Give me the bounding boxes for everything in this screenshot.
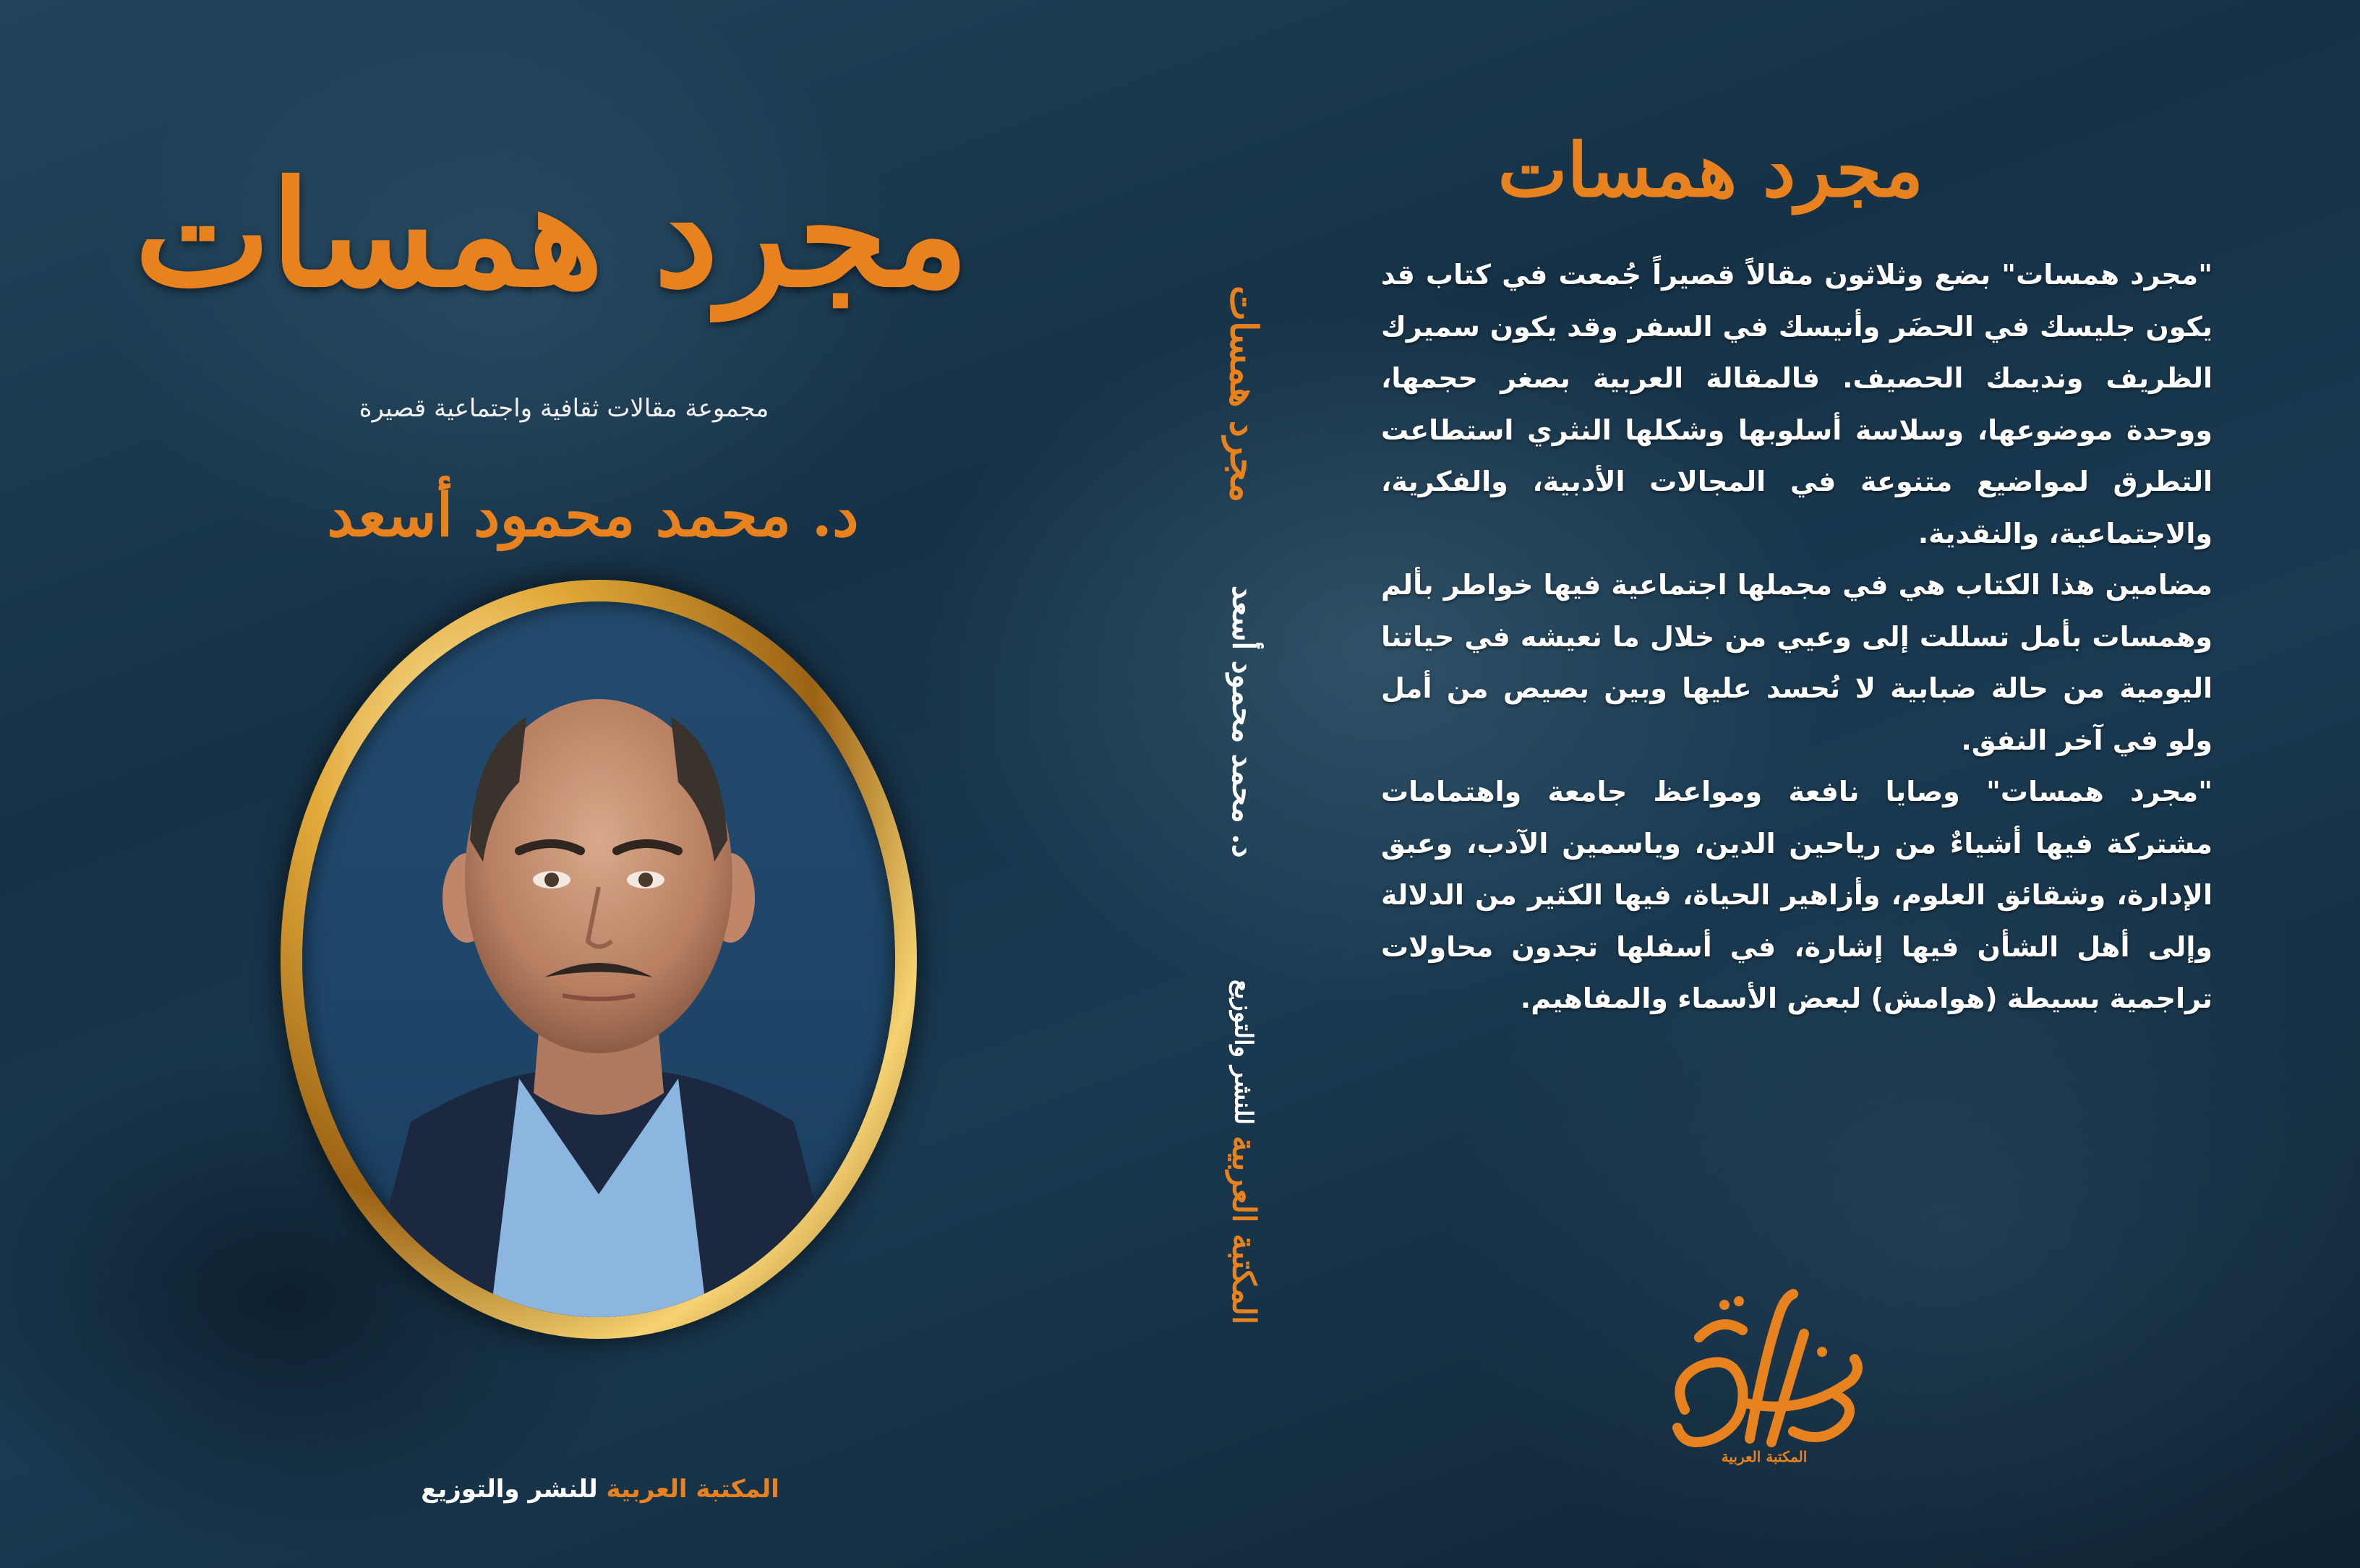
back-blurb <box>1381 249 2212 1025</box>
blurb-paragraph-2: مضامين هذا الكتاب هي في مجملها اجتماعية فيها خواطر بألم وهمسات بأمل تسللت إلى وعيي من خلال ما نعيشه في حياتنا اليومية من حالة ضبابية لا نُحسد عليها وبين بصيص من أمل ولو في آخر النفق. <box>1381 569 2212 756</box>
spine-publisher-name: المكتبة العربية <box>1225 1136 1262 1325</box>
publisher-calligraphy-logo-icon <box>1656 1272 1873 1468</box>
author-portrait-icon <box>302 601 895 1317</box>
cover-title: مجرد همسات <box>134 150 969 320</box>
gold-oval-frame <box>281 580 917 1339</box>
spine-publisher <box>1226 980 1262 1324</box>
back-cover <box>1309 0 2360 1568</box>
blurb-paragraph-1: "مجرد همسات" بضع وثلاثون مقالاً قصيراً جُمعت في كتاب قد يكون جليسك في الحضَر وأنيسك في السفر وقد يكون سميرك الظريف ونديمك الحصيف. فالمقالة العربية بصغر حجمها، ووحدة موضوعها، وسلاسة أسلوبها وشكلها النثري استطاعت التطرق لمواضيع متنوعة في المجالات الأدبية، والفكرية، والاجتماعية، والنقدية. <box>1381 259 2212 549</box>
front-cover <box>0 0 1179 1568</box>
cover-author: د. محمد محمود أسعد <box>327 481 859 550</box>
blurb-paragraph-3: "مجرد همسات" وصايا نافعة ومواعظ جامعة واهتمامات مشتركة فيها أشياءٌ من رياحين الدين، وياسمين الآدب، وعبق الإدارة، وشقائق العلوم، وأزاهير الحياة، فيها الكثير من الدلالة وإلى أهل الشأن فيها إشارة، في أسفلها تجدون محاولات تراجمية بسيطة (هوامش) لبعض الأسماء والمفاهيم. <box>1381 776 2212 1014</box>
cover-publisher-rest: للنشر والتوزيع <box>421 1475 598 1504</box>
portrait-area <box>302 601 895 1317</box>
spine-author: د. محمد محمود أسعد <box>1226 586 1262 858</box>
cover-publisher <box>390 1475 810 1504</box>
back-title: مجرد همسات <box>1497 127 1923 214</box>
spine-title: مجرد همسات <box>1221 286 1266 503</box>
cover-subtitle: مجموعة مقالات ثقافية واجتماعية قصيرة <box>359 394 769 423</box>
publisher-logo-text: المكتبة العربية <box>1721 1448 1808 1465</box>
cover-publisher-name: المكتبة العربية <box>606 1475 779 1504</box>
spine <box>1179 0 1309 1568</box>
spine-publisher-rest: للنشر والتوزيع <box>1228 980 1258 1125</box>
